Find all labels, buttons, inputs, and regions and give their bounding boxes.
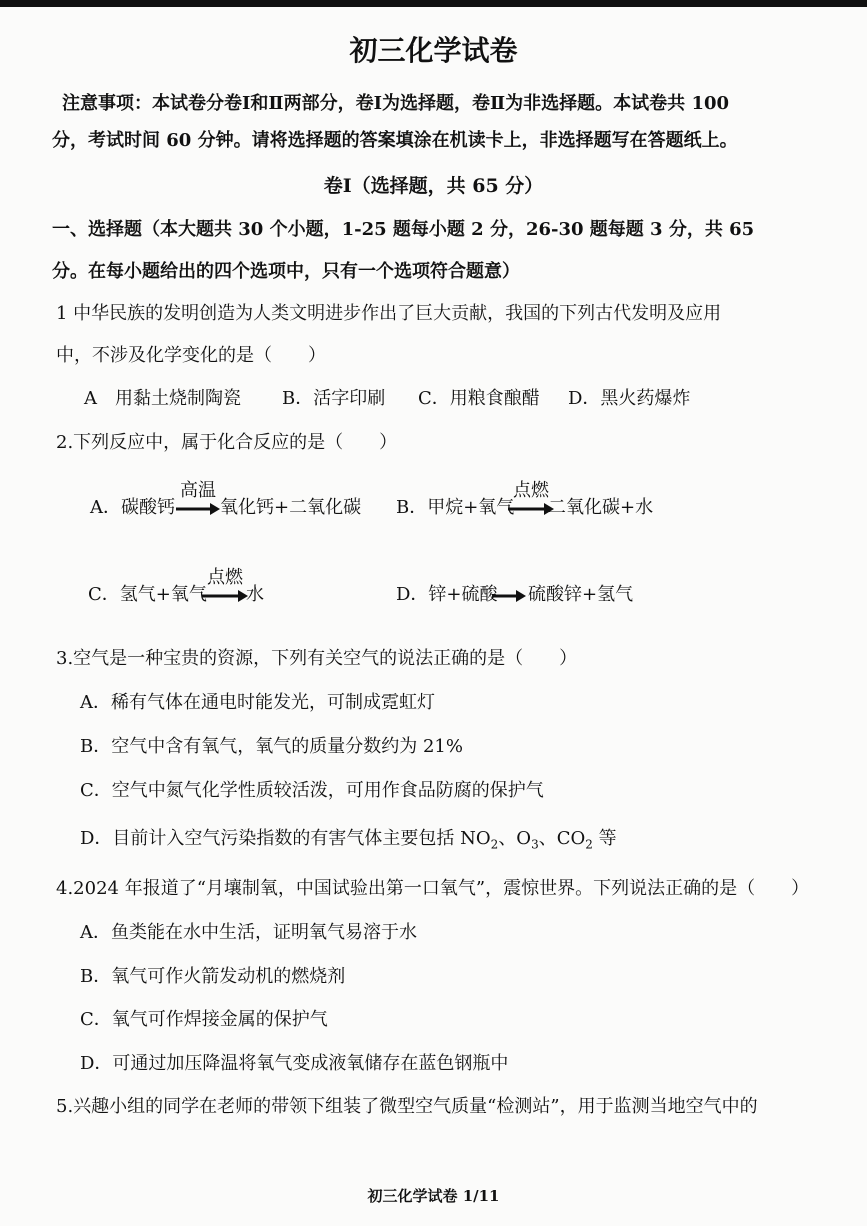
q5-stem: 5.兴趣小组的同学在老师的带领下组装了微型空气质量“检测站”，用于监测当地空气中的 [56,1096,758,1117]
q2-option-c-products: 水 [246,584,264,605]
notice-line-1: 注意事项：本试卷分卷Ⅰ和Ⅱ两部分，卷Ⅰ为选择题，卷Ⅱ为非选择题。本试卷共 100 [62,93,730,114]
notice-line-2: 分，考试时间 60 分钟。请将选择题的答案填涂在机读卡上，非选择题写在答题纸上。 [52,130,738,151]
q3-option-d-text: 、CO [538,828,586,849]
q3-option-a: A．稀有气体在通电时能发光，可制成霓虹灯 [80,692,435,713]
q2-option-c-arrow [202,567,248,607]
q2-option-b-reactants: B．甲烷+氧气 [396,497,515,518]
subscript: 2 [490,837,499,852]
q2-option-c-condition: 点燃 [207,567,243,588]
q4-stem: 4.2024 年报道了“月壤制氧，中国试验出第一口氧气”，震惊世界。下列说法正确的是（ ） [56,878,810,899]
q3-option-d-text: D．目前计入空气污染指数的有害气体主要包括 NO [80,828,491,849]
q1-option-a: A 用黏土烧制陶瓷 [84,388,241,409]
q3-option-b: B．空气中含有氧气，氧气的质量分数约为 21% [80,736,463,757]
q3-option-d [80,827,617,857]
q3-option-c: C．空气中氮气化学性质较活泼，可用作食品防腐的保护气 [80,780,544,801]
q2-stem: 2.下列反应中，属于化合反应的是（ ） [56,432,398,453]
q4-option-d: D．可通过加压降温将氧气变成液氧储存在蓝色钢瓶中 [80,1053,509,1074]
q4-option-b: B．氧气可作火箭发动机的燃烧剂 [80,966,346,987]
q3-stem: 3.空气是一种宝贵的资源，下列有关空气的说法正确的是（ ） [56,648,578,669]
q2-option-a-reactants: A．碳酸钙 [90,497,175,518]
q2-option-a-products: 氧化钙+二氧化碳 [220,497,362,518]
reaction-arrow-icon [176,502,220,516]
q2-option-b-condition: 点燃 [513,480,549,501]
page-title: 初三化学试卷 [349,34,518,67]
part-instructions-line-1: 一、选择题（本大题共 30 个小题，1-25 题每小题 2 分，26-30 题每题 3 分，共 65 [52,219,755,240]
subscript: 2 [585,837,593,852]
q1-stem-line-1: 1 中华民族的发明创造为人类文明进步作出了巨大贡献，我国的下列古代发明及应用 [56,303,722,324]
q2-option-d-reactants: D．锌+硫酸 [396,584,498,605]
q3-option-d-text: 等 [592,828,617,849]
q2-option-d-arrow [492,587,526,607]
q4-option-a: A．鱼类能在水中生活，证明氧气易溶于水 [80,922,417,943]
q1-option-d: D．黑火药爆炸 [568,388,691,409]
q2-option-d-products: 硫酸锌+氢气 [528,584,634,605]
reaction-arrow-icon [202,589,248,603]
q2-option-a-arrow [176,480,220,520]
q3-option-d-text: 、O [498,828,532,849]
part-instructions-line-2: 分。在每小题给出的四个选项中，只有一个选项符合题意） [52,261,520,282]
q1-option-c: C．用粮食酿醋 [418,388,540,409]
q2-option-b-products: 二氧化碳+水 [548,497,654,518]
page-footer: 初三化学试卷 1/11 [367,1187,500,1205]
subscript: 3 [531,837,539,852]
q2-option-a-condition: 高温 [180,480,216,501]
scan-top-border [0,0,867,7]
q2-option-c-reactants: C．氢气+氧气 [88,584,207,605]
reaction-arrow-icon [492,589,526,603]
section-heading: 卷Ⅰ（选择题，共 65 分） [323,175,544,197]
q4-option-c: C．氧气可作焊接金属的保护气 [80,1009,328,1030]
q1-option-b: B．活字印刷 [282,388,386,409]
q1-stem-line-2: 中，不涉及化学变化的是（ ） [56,345,326,366]
